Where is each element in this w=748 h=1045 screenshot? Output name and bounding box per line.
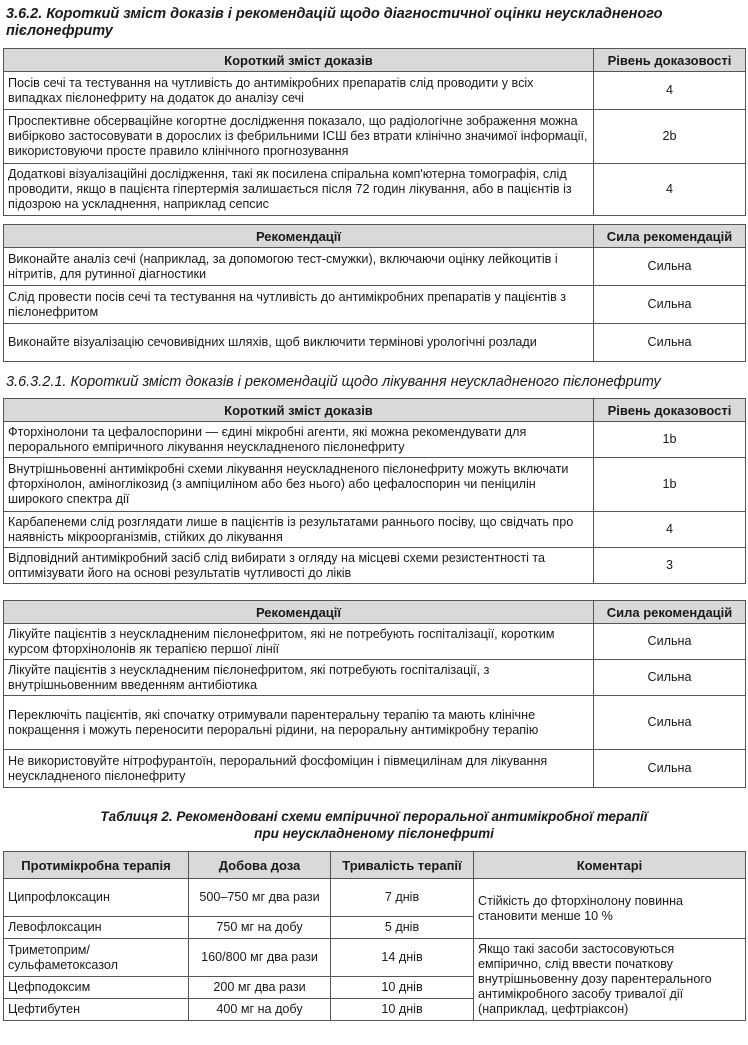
drug-name: Ципрофлоксацин bbox=[4, 879, 189, 917]
table-header-row bbox=[4, 852, 746, 879]
table-header-row bbox=[4, 49, 746, 72]
drug-name: Цефподоксим bbox=[4, 977, 189, 999]
evidence-text: Додаткові візуалізаційні дослідження, такі як посилена спіральна комп'ютерна томографія, слід проводити, якщо в пацієнта гіпертермія залишається після 72 годин лікування, або в пацієнтів із підозрою на ускладнення, наприклад сепсис bbox=[4, 164, 594, 216]
evidence-level: 4 bbox=[594, 512, 746, 548]
daily-dose: 750 мг на добу bbox=[189, 917, 331, 939]
table-row bbox=[4, 750, 746, 788]
column-header: Рекомендації bbox=[4, 225, 594, 248]
daily-dose: 500–750 мг два рази bbox=[189, 879, 331, 917]
recommendation-strength: Сильна bbox=[594, 750, 746, 788]
table-header-row bbox=[4, 399, 746, 422]
column-header: Протимікробна терапія bbox=[4, 852, 189, 879]
table-header-row bbox=[4, 225, 746, 248]
table-header-row bbox=[4, 601, 746, 624]
column-header: Короткий зміст доказів bbox=[4, 49, 594, 72]
comment: Стійкість до фторхінолону повинна становити менше 10 % bbox=[474, 879, 746, 939]
therapy-duration: 5 днів bbox=[331, 917, 474, 939]
recommendation-strength: Сильна bbox=[594, 324, 746, 362]
recommendation-text: Переключіть пацієнтів, які спочатку отримували парентеральну терапію та мають клінічне покращення і можуть переносити пероральні рідини, на пероральну антимікробну терапію bbox=[4, 696, 594, 750]
recommendation-text: Лікуйте пацієнтів з неускладненим пієлонефритом, які не потребують госпіталізації, коротким курсом фторхінолонів як терапією першої лінії bbox=[4, 624, 594, 660]
drug-name: Триметоприм/сульфаметоксазол bbox=[4, 939, 189, 977]
evidence-level: 4 bbox=[594, 72, 746, 110]
diagnostic-evidence-table bbox=[3, 48, 746, 216]
recommendation-strength: Сильна bbox=[594, 696, 746, 750]
daily-dose: 160/800 мг два рази bbox=[189, 939, 331, 977]
evidence-text: Фторхінолони та цефалоспорини — єдині мікробні агенти, які можна рекомендувати для перорального емпіричного лікування неускладненого пієлонефриту bbox=[4, 422, 594, 458]
comment: Якщо такі засоби застосовуються емпірично, слід ввести початкову внутрішньовенну дозу парентерального антимікробного засобу тривалої дії (наприклад, цефтріаксон) bbox=[474, 939, 746, 1021]
evidence-text: Відповідний антимікробний засіб слід вибирати з огляду на місцеві схеми резистентності та оптимізувати його на основі результатів чутливості до ліків bbox=[4, 548, 594, 584]
recommendation-text: Не використовуйте нітрофурантоїн, пероральний фосфоміцин і півмецилінам для лікування неускладненого пієлонефриту bbox=[4, 750, 594, 788]
recommendation-text: Слід провести посів сечі та тестування на чутливість до антимікробних препаратів у пацієнтів з пієлонефритом bbox=[4, 286, 594, 324]
evidence-text: Внутрішньовенні антимікробні схеми лікування неускладненого пієлонефриту можуть включати фторхінолон, аміноглікозид (з ампіциліном або без нього) або цефалоспорин чи пеніцилін широкого спектра дії bbox=[4, 458, 594, 512]
column-header: Короткий зміст доказів bbox=[4, 399, 594, 422]
oral-therapy-table bbox=[3, 851, 746, 1021]
table-row bbox=[4, 660, 746, 696]
evidence-level: 2b bbox=[594, 110, 746, 164]
diagnostic-recommendations-table bbox=[3, 224, 746, 362]
table-row bbox=[4, 110, 746, 164]
evidence-text: Карбапенеми слід розглядати лише в пацієнтів із результатами раннього посіву, що свідчать про наявність мікроорганізмів, стійких до лікування bbox=[4, 512, 594, 548]
column-header: Сила рекомендацій bbox=[594, 601, 746, 624]
column-header: Добова доза bbox=[189, 852, 331, 879]
column-header: Рівень доказовості bbox=[594, 49, 746, 72]
table-row bbox=[4, 164, 746, 216]
table-row bbox=[4, 422, 746, 458]
table-row bbox=[4, 248, 746, 286]
evidence-text: Проспективне обсерваційне когортне дослідження показало, що радіологічне зображення можна вибірково застосовувати в дорослих із фебрильними ІСШ без втрати клінічно значимої інформації, використовуючи просте правило клінічного прогнозування bbox=[4, 110, 594, 164]
table-row bbox=[4, 72, 746, 110]
evidence-text: Посів сечі та тестування на чутливість до антимікробних препаратів слід проводити у всіх випадках пієлонефриту на додаток до аналізу сечі bbox=[4, 72, 594, 110]
therapy-duration: 10 днів bbox=[331, 977, 474, 999]
recommendation-text: Виконайте аналіз сечі (наприклад, за допомогою тест-смужки), включаючи оцінку лейкоцитів і нітритів, для рутинної діагностики bbox=[4, 248, 594, 286]
table-row bbox=[4, 458, 746, 512]
recommendation-text: Виконайте візуалізацію сечовивідних шляхів, щоб виключити термінові урологічні розлади bbox=[4, 324, 594, 362]
evidence-level: 3 bbox=[594, 548, 746, 584]
drug-name: Цефтибутен bbox=[4, 999, 189, 1021]
recommendation-strength: Сильна bbox=[594, 624, 746, 660]
treatment-evidence-table bbox=[3, 398, 746, 584]
column-header: Рівень доказовості bbox=[594, 399, 746, 422]
recommendation-strength: Сильна bbox=[594, 286, 746, 324]
recommendation-text: Лікуйте пацієнтів з неускладненим пієлонефритом, які потребують госпіталізації, з внутрішньовенним введенням антибіотика bbox=[4, 660, 594, 696]
evidence-level: 1b bbox=[594, 422, 746, 458]
daily-dose: 200 мг два рази bbox=[189, 977, 331, 999]
recommendation-strength: Сильна bbox=[594, 660, 746, 696]
recommendation-strength: Сильна bbox=[594, 248, 746, 286]
table-row bbox=[4, 548, 746, 584]
therapy-duration: 7 днів bbox=[331, 879, 474, 917]
table-row bbox=[4, 324, 746, 362]
drug-name: Левофлоксацин bbox=[4, 917, 189, 939]
column-header: Тривалість терапії bbox=[331, 852, 474, 879]
table-row bbox=[4, 512, 746, 548]
treatment-recommendations-table bbox=[3, 600, 746, 788]
evidence-level: 1b bbox=[594, 458, 746, 512]
section-title-diagnostics: 3.6.2. Короткий зміст доказів і рекомендацій щодо діагностичної оцінки неускладненого пієлонефриту bbox=[6, 6, 663, 39]
column-header: Рекомендації bbox=[4, 601, 594, 624]
column-header: Коментарі bbox=[474, 852, 746, 879]
evidence-level: 4 bbox=[594, 164, 746, 216]
table-row bbox=[4, 624, 746, 660]
table-row bbox=[4, 696, 746, 750]
table2-title-line2: при неускладненому пієлонефриті bbox=[254, 826, 494, 841]
daily-dose: 400 мг на добу bbox=[189, 999, 331, 1021]
table-row bbox=[4, 286, 746, 324]
section-title-treatment: 3.6.3.2.1. Короткий зміст доказів і рекомендацій щодо лікування неускладненого пієлонефриту bbox=[6, 374, 661, 390]
therapy-duration: 10 днів bbox=[331, 999, 474, 1021]
therapy-duration: 14 днів bbox=[331, 939, 474, 977]
table-row bbox=[4, 879, 746, 917]
table-row bbox=[4, 939, 746, 977]
column-header: Сила рекомендацій bbox=[594, 225, 746, 248]
table2-title-line1: Таблиця 2. Рекомендовані схеми емпіричної пероральної антимікробної терапії bbox=[100, 809, 648, 824]
